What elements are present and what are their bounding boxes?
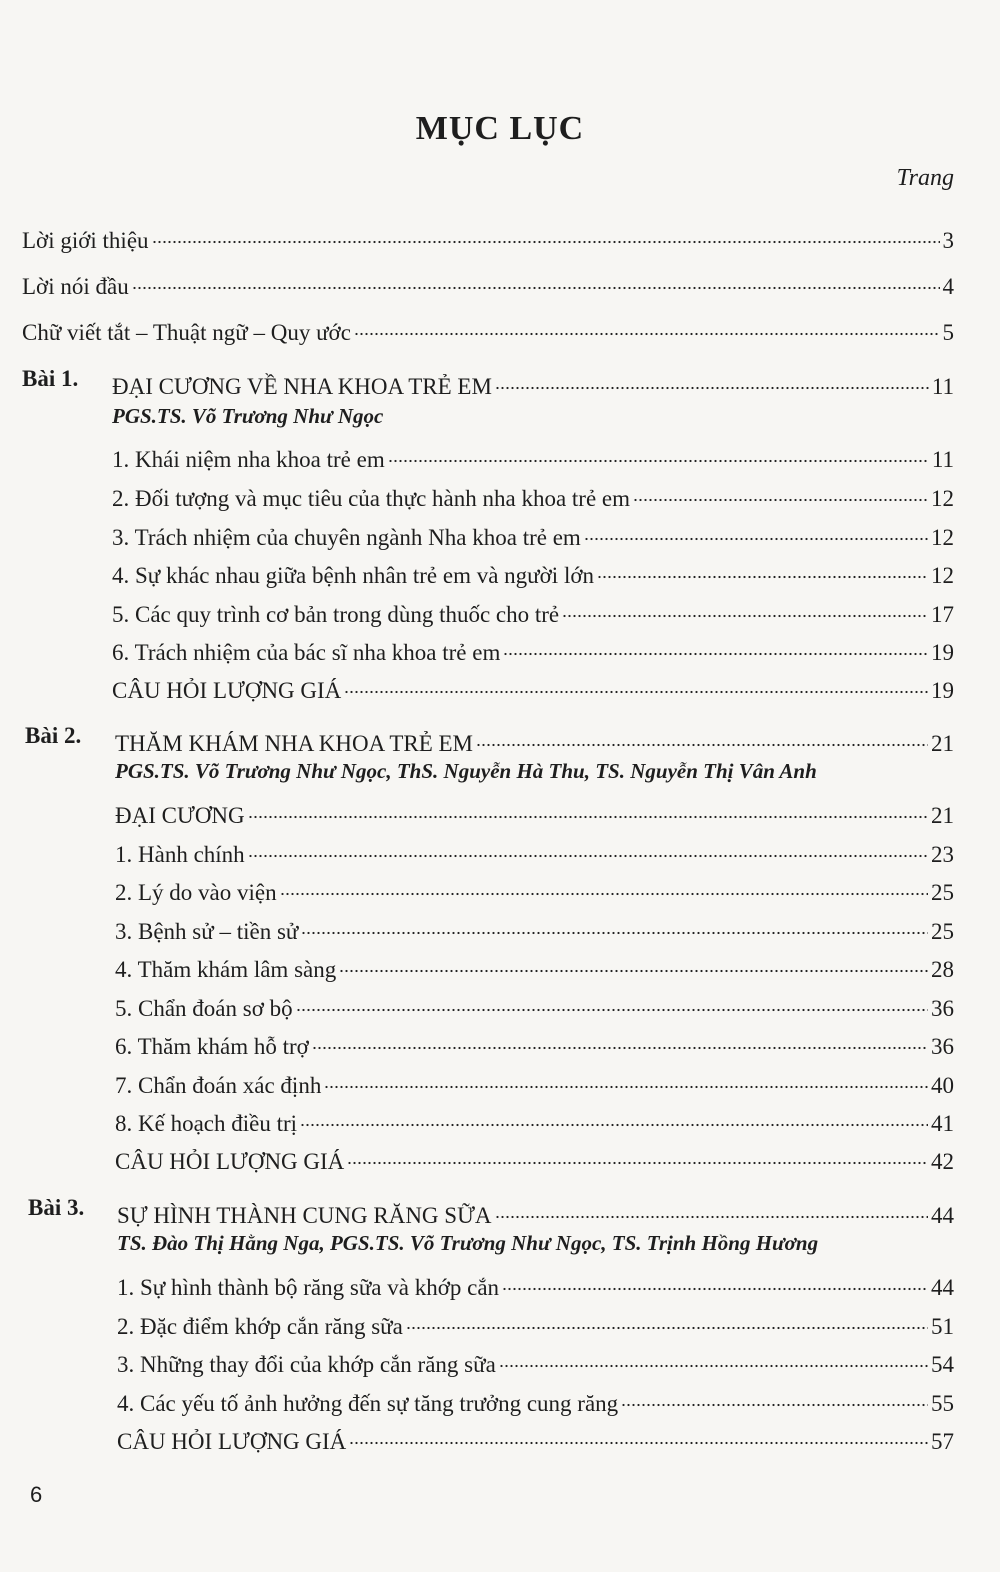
front-matter-entry[interactable] xyxy=(22,218,954,253)
toc-entry-page: 28 xyxy=(931,957,954,982)
dot-leader xyxy=(476,721,928,751)
section-entry[interactable] xyxy=(115,870,954,905)
toc-entry-page: 19 xyxy=(931,678,954,703)
dot-leader xyxy=(349,1419,928,1449)
toc-entry-label: ĐẠI CƯƠNG xyxy=(115,803,245,828)
dot-leader xyxy=(347,1139,928,1169)
toc-entry-label: 3. Bệnh sử – tiền sử xyxy=(115,919,299,944)
toc-entry-page: 36 xyxy=(931,996,954,1021)
section-entry[interactable] xyxy=(117,1342,954,1377)
page-column-header: Trang xyxy=(896,165,954,191)
dot-leader xyxy=(248,793,928,823)
toc-entry-page: 54 xyxy=(931,1352,954,1377)
section-entry[interactable] xyxy=(115,1024,954,1059)
toc-entry-page: 12 xyxy=(931,486,954,511)
section-entry[interactable] xyxy=(112,668,954,703)
toc-entry-page: 17 xyxy=(931,602,954,627)
chapter-number: Bài 3. xyxy=(28,1195,85,1220)
toc-entry-page: 21 xyxy=(931,803,954,828)
toc-entry-page: 41 xyxy=(931,1111,954,1136)
toc-entry-page: 44 xyxy=(931,1203,954,1228)
section-entry[interactable] xyxy=(112,630,954,665)
toc-entry-page: 23 xyxy=(931,842,954,867)
dot-leader xyxy=(621,1381,928,1411)
chapter-authors: PGS.TS. Võ Trương Như Ngọc xyxy=(112,404,384,428)
toc-entry-page: 11 xyxy=(931,374,954,399)
front-matter-entry[interactable] xyxy=(22,264,954,299)
toc-entry-label: 1. Hành chính xyxy=(115,842,245,867)
chapter-title-entry[interactable] xyxy=(117,1193,954,1228)
chapter-title-entry[interactable] xyxy=(115,721,954,756)
dot-leader xyxy=(296,986,928,1016)
toc-entry-page: 36 xyxy=(931,1034,954,1059)
chapter-authors: PGS.TS. Võ Trương Như Ngọc, ThS. Nguyễn Hà Thu, TS. Nguyễn Thị Vân Anh xyxy=(115,759,817,783)
section-entry[interactable] xyxy=(115,832,954,867)
dot-leader xyxy=(584,515,928,545)
toc-entry-label: CÂU HỎI LƯỢNG GIÁ xyxy=(112,678,342,703)
toc-entry-page: 19 xyxy=(931,640,954,665)
toc-entry-page: 51 xyxy=(931,1314,954,1339)
toc-entry-label: 3. Trách nhiệm của chuyên ngành Nha khoa trẻ em xyxy=(112,525,581,550)
toc-entry-page: 25 xyxy=(931,880,954,905)
chapter-title-entry[interactable] xyxy=(112,364,954,399)
section-entry[interactable] xyxy=(115,986,954,1021)
toc-entry-label: 6. Trách nhiệm của bác sĩ nha khoa trẻ em xyxy=(112,640,501,665)
toc-entry-label: THĂM KHÁM NHA KHOA TRẺ EM xyxy=(115,731,474,756)
toc-entry-page: 25 xyxy=(931,919,954,944)
toc-entry-page: 11 xyxy=(931,447,954,472)
toc-entry-page: 12 xyxy=(931,563,954,588)
section-entry[interactable] xyxy=(117,1381,954,1416)
dot-leader xyxy=(502,1265,928,1295)
section-entry[interactable] xyxy=(115,909,954,944)
toc-entry-label: 1. Sự hình thành bộ răng sữa và khớp cắn xyxy=(117,1275,500,1300)
dot-leader xyxy=(248,832,928,862)
toc-entry-label: 2. Lý do vào viện xyxy=(115,880,277,905)
section-entry[interactable] xyxy=(112,553,954,588)
dot-leader xyxy=(339,947,928,977)
section-entry[interactable] xyxy=(117,1304,954,1339)
section-entry[interactable] xyxy=(112,437,954,472)
dot-leader xyxy=(152,218,940,248)
chapter-authors: TS. Đào Thị Hằng Nga, PGS.TS. Võ Trương Như Ngọc, TS. Trịnh Hồng Hương xyxy=(117,1231,819,1255)
toc-entry-label: CÂU HỎI LƯỢNG GIÁ xyxy=(115,1149,345,1174)
toc-entry-label: 5. Các quy trình cơ bản trong dùng thuốc cho trẻ xyxy=(112,602,560,627)
section-entry[interactable] xyxy=(117,1265,954,1300)
section-entry[interactable] xyxy=(112,515,954,550)
toc-entry-page: 55 xyxy=(931,1391,954,1416)
dot-leader xyxy=(324,1063,928,1093)
toc-entry-label: 2. Đối tượng và mục tiêu của thực hành nha khoa trẻ em xyxy=(112,486,631,511)
toc-entry-page: 12 xyxy=(931,525,954,550)
dot-leader xyxy=(312,1024,928,1054)
section-entry[interactable] xyxy=(115,1101,954,1136)
section-entry[interactable] xyxy=(115,1063,954,1098)
section-entry[interactable] xyxy=(115,947,954,982)
toc-entry-page: 21 xyxy=(931,731,954,756)
toc-entry-page: 5 xyxy=(942,320,954,345)
toc-entry-page: 44 xyxy=(931,1275,954,1300)
section-entry[interactable] xyxy=(117,1419,954,1454)
section-entry[interactable] xyxy=(112,592,954,627)
front-matter-entry[interactable] xyxy=(22,310,954,345)
dot-leader xyxy=(132,264,940,294)
dot-leader xyxy=(633,476,928,506)
toc-entry-label: 6. Thăm khám hỗ trợ xyxy=(115,1034,309,1059)
section-entry[interactable] xyxy=(112,476,954,511)
dot-leader xyxy=(495,1193,928,1223)
dot-leader xyxy=(406,1304,928,1334)
section-entry[interactable] xyxy=(115,793,954,828)
chapter-number: Bài 2. xyxy=(25,723,82,748)
toc-entry-label: 3. Những thay đổi của khớp cắn răng sữa xyxy=(117,1352,496,1377)
toc-entry-page: 4 xyxy=(942,274,954,299)
toc-entry-label: 4. Thăm khám lâm sàng xyxy=(115,957,337,982)
toc-entry-label: Chữ viết tắt – Thuật ngữ – Quy ước xyxy=(22,320,351,345)
toc-entry-page: 57 xyxy=(931,1429,954,1454)
toc-entry-label: SỰ HÌNH THÀNH CUNG RĂNG SỮA xyxy=(117,1203,492,1228)
dot-leader xyxy=(300,1101,928,1131)
toc-entry-label: 5. Chẩn đoán sơ bộ xyxy=(115,996,293,1021)
dot-leader xyxy=(280,870,928,900)
toc-entry-label: Lời nói đầu xyxy=(22,274,129,299)
dot-leader xyxy=(499,1342,928,1372)
toc-entry-label: 1. Khái niệm nha khoa trẻ em xyxy=(112,447,385,472)
page-title: MỤC LỤC xyxy=(415,110,585,147)
toc-entry-label: 8. Kế hoạch điều trị xyxy=(115,1111,298,1136)
toc-entry-label: 4. Các yếu tố ảnh hưởng đến sự tăng trưởng cung răng xyxy=(117,1391,619,1416)
toc-entry-page: 42 xyxy=(931,1149,954,1174)
toc-entry-page: 40 xyxy=(931,1073,954,1098)
dot-leader xyxy=(495,364,929,394)
section-entry[interactable] xyxy=(115,1139,954,1174)
toc-entry-page: 3 xyxy=(942,228,954,253)
toc-entry-label: Lời giới thiệu xyxy=(22,228,149,253)
dot-leader xyxy=(388,437,929,467)
page-number: 6 xyxy=(30,1482,43,1507)
dot-leader xyxy=(344,668,928,698)
toc-entry-label: 4. Sự khác nhau giữa bệnh nhân trẻ em và người lớn xyxy=(112,563,595,588)
dot-leader xyxy=(562,592,928,622)
toc-entry-label: ĐẠI CƯƠNG VỀ NHA KHOA TRẺ EM xyxy=(112,374,492,399)
toc-entry-label: 2. Đặc điểm khớp cắn răng sữa xyxy=(117,1314,403,1339)
dot-leader xyxy=(503,630,928,660)
dot-leader xyxy=(597,553,928,583)
dot-leader xyxy=(301,909,928,939)
chapter-number: Bài 1. xyxy=(22,366,79,391)
dot-leader xyxy=(354,310,940,340)
toc-entry-label: CÂU HỎI LƯỢNG GIÁ xyxy=(117,1429,347,1454)
toc-entry-label: 7. Chẩn đoán xác định xyxy=(115,1073,322,1098)
